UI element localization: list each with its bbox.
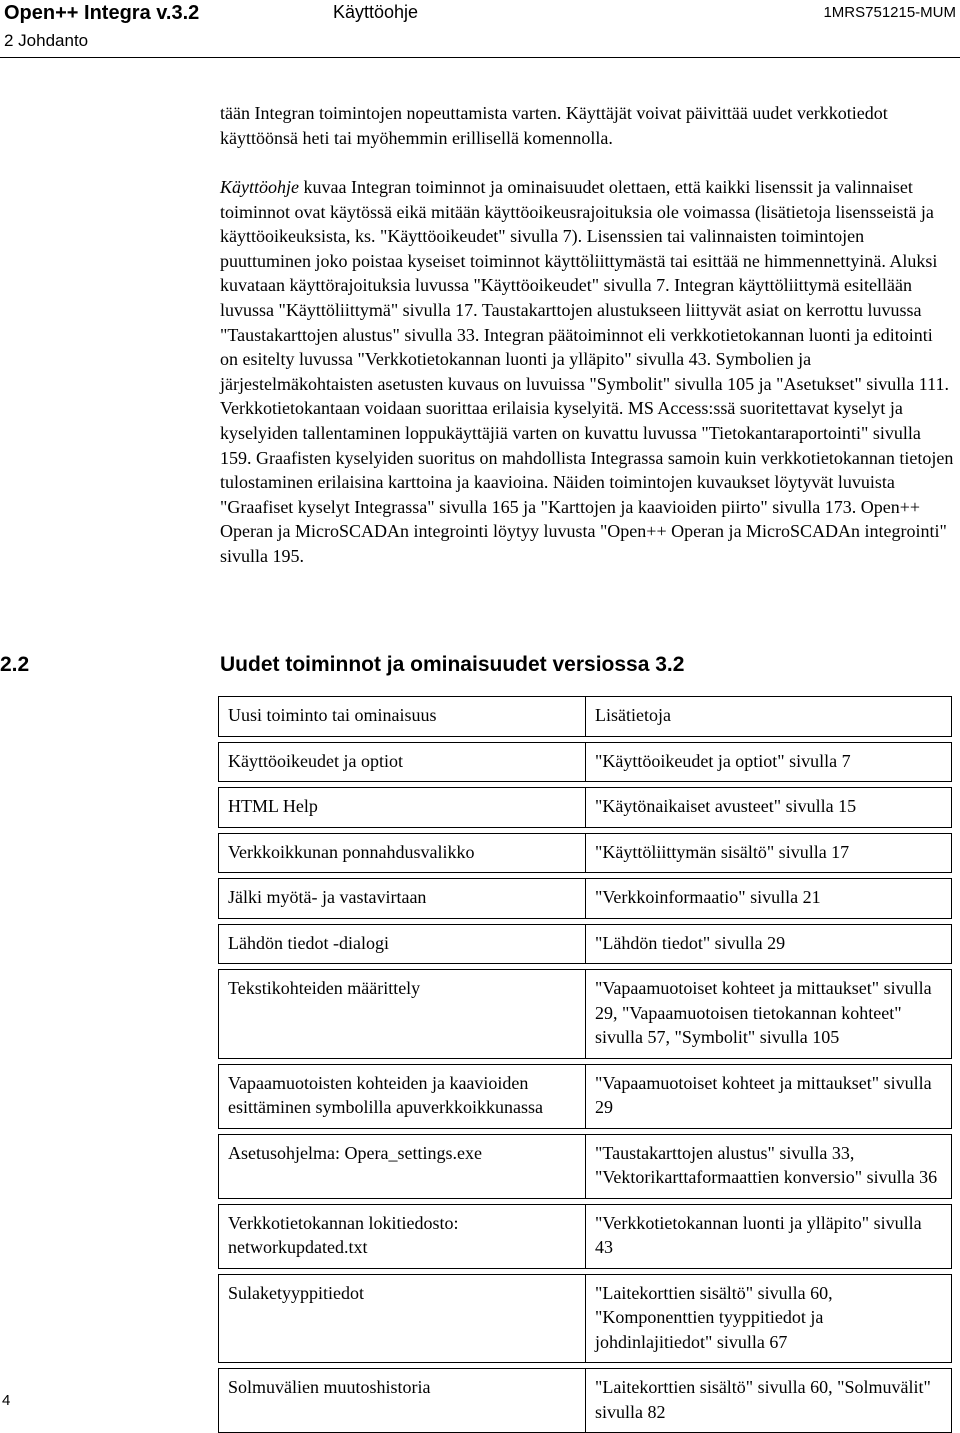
table-row — [219, 1204, 952, 1268]
table-row — [219, 1369, 952, 1433]
table-row — [219, 970, 952, 1059]
feature-cell: Lähdön tiedot -dialogi — [219, 924, 586, 964]
feature-cell: Vapaamuotoisten kohteiden ja kaavioiden esittäminen symbolilla apuverkkoikkunassa — [219, 1064, 586, 1128]
reference-cell: "Lähdön tiedot" sivulla 29 — [586, 924, 952, 964]
feature-cell: Sulaketyyppitiedot — [219, 1274, 586, 1363]
table-header-cell: Uusi toiminto tai ominaisuus — [219, 697, 586, 737]
reference-cell: "Käyttöoikeudet ja optiot" sivulla 7 — [586, 742, 952, 782]
reference-cell: "Verkkoinformaatio" sivulla 21 — [586, 879, 952, 919]
product-title: Open++ Integra v.3.2 — [4, 2, 200, 24]
document-id: 1MRS751215-MUM — [823, 4, 956, 21]
table-row — [219, 1274, 952, 1363]
feature-cell: Jälki myötä- ja vastavirtaan — [219, 879, 586, 919]
reference-cell: "Verkkotietokannan luonti ja ylläpito" sivulla 43 — [586, 1204, 952, 1268]
page-number: 4 — [2, 1392, 11, 1409]
table-row — [219, 742, 952, 782]
reference-cell: "Vapaamuotoiset kohteet ja mittaukset" sivulla 29 — [586, 1064, 952, 1128]
table-row — [219, 1134, 952, 1198]
section-title: Uudet toiminnot ja ominaisuudet versiossa 3.2 — [220, 653, 685, 676]
reference-cell: "Laitekorttien sisältö" sivulla 60, "Solmuvälit" sivulla 82 — [586, 1369, 952, 1433]
reference-cell: "Laitekorttien sisältö" sivulla 60, "Komponenttien tyyppitiedot ja johdinlajitiedot" sivulla 67 — [586, 1274, 952, 1363]
table-header-cell: Lisätietoja — [586, 697, 952, 737]
reference-cell: "Käytönaikaiset avusteet" sivulla 15 — [586, 788, 952, 828]
reference-cell: "Käyttöliittymän sisältö" sivulla 17 — [586, 833, 952, 873]
feature-cell: Käyttöoikeudet ja optiot — [219, 742, 586, 782]
chapter-title: 2 Johdanto — [4, 31, 89, 50]
feature-cell: Asetusohjelma: Opera_settings.exe — [219, 1134, 586, 1198]
section-number: 2.2 — [0, 653, 30, 676]
section-heading — [0, 653, 960, 683]
feature-cell: Solmuvälien muutoshistoria — [219, 1369, 586, 1433]
paragraph-body: kuvaa Integran toiminnot ja ominaisuudet olettaen, että kaikki lisenssit ja valinnaiset toiminnot ovat käytössä eikä mitään käyttöoikeusrajoituksia ole voimassa (lisätietoja lisensseistä ja käyttöoikeuksista, ks. "Käyttöoikeudet" sivulla 7). Lisenssien tai valinnaisten toimintojen puuttuminen joko poistaa kyseiset toiminnot käyttöliittymästä tai esittää ne himmennettyinä. Aluksi kuvataan käyttörajoituksia luvussa "Käyttöoikeudet" sivulla 7. Integran käyttöliittymä esitellään luvussa "Käyttöliittymä" sivulla 17. Taustakarttojen alustukseen liittyvät asiat on kerrottu luvussa "Taustakarttojen alustus" sivulla 33. Integran päätoiminnot eli verkkotietokannan luonti ja editointi on esitelty luvussa "Verkkotietokannan luonti ja ylläpito" sivulla 43. Symbolien ja järjestelmäkohtaisten asetusten kuvaus on luvuissa "Symbolit" sivulla 105 ja "Asetukset" sivulla 111. Verkkotietokantaan voidaan suorittaa erilaisia kyselyitä. MS Access:ssä suoritettavat kyselyt ja kyselyiden tallentaminen loppukäyttäjiä varten on kuvattu luvussa "Tietokantaraportointi" sivulla 159. Graafisten kyselyiden suoritus on mahdollista Integrassa samoin kuin verkkotietokannan tietojen tulostaminen erilaisina karttoina ja kaavioina. Näiden toimintojen kuvaukset löytyvät luvuista "Graafiset kyselyt Integrassa" sivulla 165 ja "Karttojen ja kaavioiden piirto" sivulla 173. Open++ Operan ja MicroSCADAn integrointi löytyy luvusta "Open++ Operan ja MicroSCADAn integrointi" sivulla 195. — [220, 177, 954, 566]
feature-cell: Verkkotietokannan lokitiedosto: networkupdated.txt — [219, 1204, 586, 1268]
header-divider — [0, 57, 960, 58]
table-header-row — [219, 697, 952, 737]
paragraph-text: tään Integran toimintojen nopeuttamista varten. Käyttäjät voivat päivittää uudet verkkotiedot käyttöönsä heti tai myöhemmin erillisellä komennolla. — [220, 103, 888, 148]
table-row — [219, 833, 952, 873]
table-row — [219, 1064, 952, 1128]
table-row — [219, 879, 952, 919]
reference-cell: "Taustakarttojen alustus" sivulla 33, "Vektorikarttaformaattien konversio" sivulla 36 — [586, 1134, 952, 1198]
paragraph-text — [220, 175, 955, 569]
feature-cell: HTML Help — [219, 788, 586, 828]
doc-name-emphasis: Käyttöohje — [220, 177, 299, 197]
reference-cell: "Vapaamuotoiset kohteet ja mittaukset" sivulla 29, "Vapaamuotoisen tietokannan kohteet" sivulla 57, "Symbolit" sivulla 105 — [586, 970, 952, 1059]
intro-paragraph-1 — [220, 101, 955, 150]
feature-cell: Tekstikohteiden määrittely — [219, 970, 586, 1059]
intro-paragraph-2 — [220, 175, 955, 569]
document-type: Käyttöohje — [333, 2, 419, 22]
page-header — [0, 0, 960, 58]
table-row — [219, 924, 952, 964]
features-table — [218, 696, 952, 1433]
table-row — [219, 788, 952, 828]
feature-cell: Verkkoikkunan ponnahdusvalikko — [219, 833, 586, 873]
